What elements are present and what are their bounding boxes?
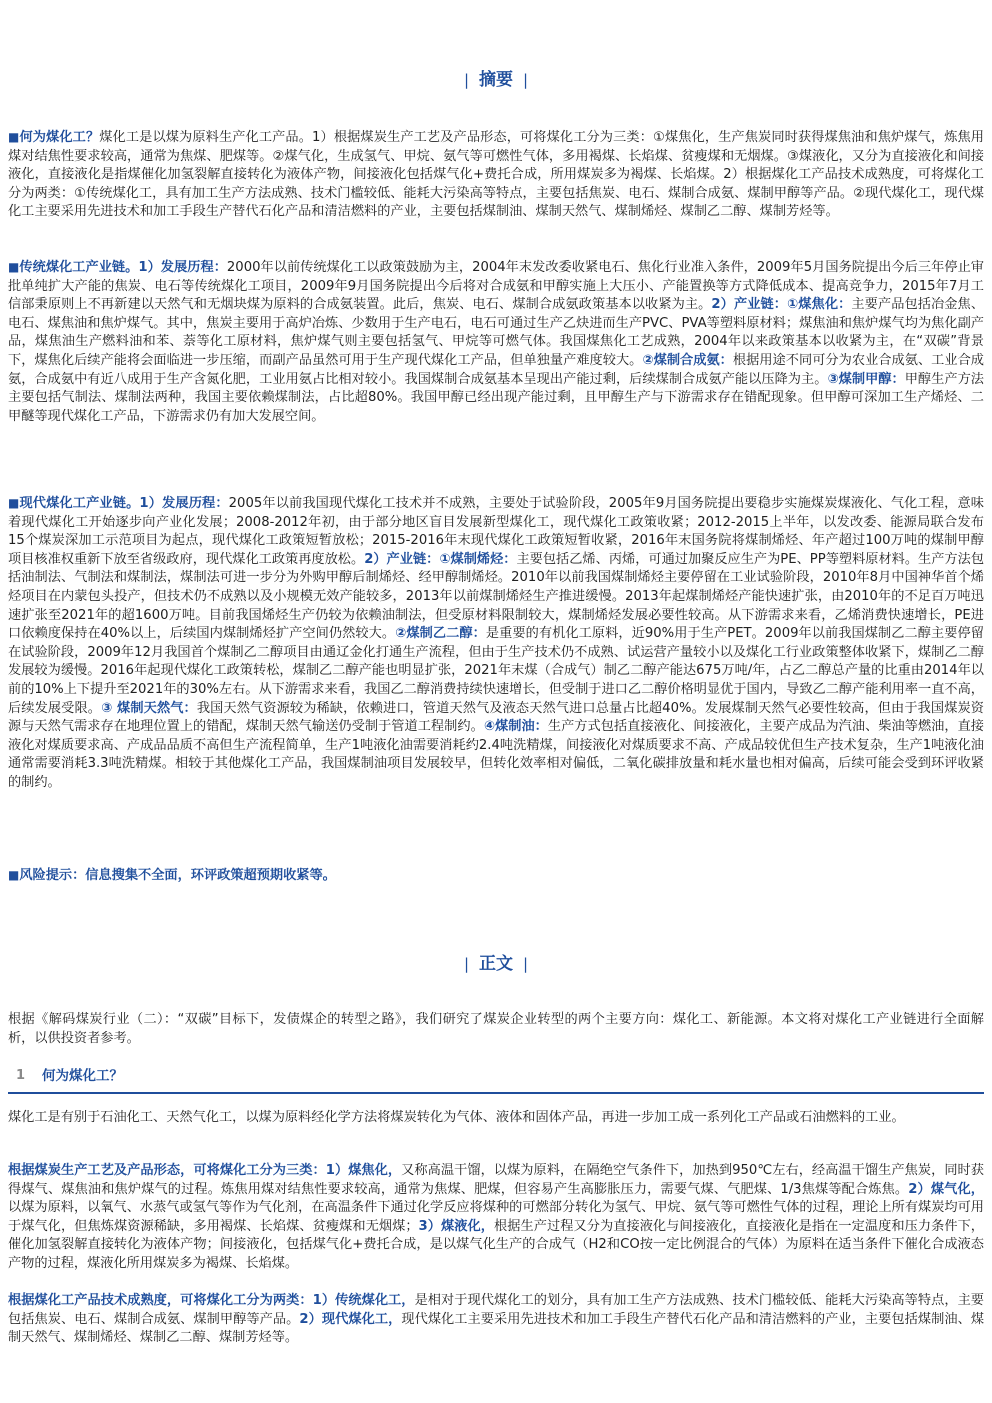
inline-heading: ④煤制油： <box>483 719 548 735</box>
body-title: 正文 <box>479 954 513 974</box>
heading-bar-left: | <box>463 71 469 89</box>
summary-heading <box>8 69 984 91</box>
square-bullet-icon: ■ <box>8 130 20 144</box>
chapter-heading <box>8 1066 984 1094</box>
paragraph-text: 又称高温干馏，以煤为原料，在隔绝空气条件下，加热到950℃左右，经高温干馏生产焦炭，同时获得煤气、煤焦油和焦炉煤气的过程。炼焦用煤对结焦性要求较高，通常为焦煤、肥煤，但容易产生高膨胀压力，需要气煤、气肥煤、1/3焦煤等配合炼焦。 <box>8 1163 984 1197</box>
paragraph-text: 2000年以前传统煤化工以政策鼓励为主，2004年末发改委收紧电石、焦化行业准入条件，2009年5月国务院提出今后三年停止审批单纯扩大产能的焦炭、电石等传统煤化工项目，2009年9月国务院提出今后将对合成氨和甲醇实施上大压小、产能置换等方式降低成本、提高竞争力，2015年7月工信部秉原则上不再新建以天然气和无烟块煤为原料的合成氨装置。此后，焦炭、电石、煤制合成氨政策基本以收紧为主。 <box>8 260 984 313</box>
body-heading <box>8 953 984 975</box>
inline-heading: ②煤制合成氨： <box>642 352 733 368</box>
square-bullet-icon: ■ <box>8 260 20 274</box>
paragraph-text: 是重要的有机化工原料，近90%用于生产PET。2009年以前我国煤制乙二醇主要停留在试验阶段，2009年12月我国首个煤制乙二醇项目由通辽金化打通生产流程，但由于生产技术仍不成熟、试运营产量较小以及煤化工行业政策整体收紧下，煤制乙二醇发展较为缓慢。2016年起现代煤化工政策转松，煤制乙二醇产能也明显扩张，2021年末煤（合成气）制乙二醇产能达675万吨/年，占乙二醇总产量的比重由2014年以前的10%上下提升至2021年的30%左右。从下游需求来看，我国乙二醇消费持续快速增长，但受制于进口乙二醇价格明显优于国内，导致乙二醇产能利用率一直不高，后续发展受限。 <box>8 626 984 716</box>
paragraph-text: 根据生产过程又分为直接液化与间接液化，直接液化是指在一定温度和压力条件下，催化加氢裂解直接转化为液体产物；间接液化，包括煤气化+费托合成，是以煤气化生产的合成气（H2和CO按一定比例混合的气体）为原料在适当条件下催化合成液态产物的过程，煤液化所用煤炭多为褐煤、长焰煤。 <box>8 1218 984 1271</box>
paragraph-text: 主要包括乙烯、丙烯，可通过加聚反应生产为PE、PP等塑料原材料。生产方法包括油制法、气制法和煤制法，煤制法可进一步分为外购甲醇后制烯烃、经甲醇制烯烃。2010年以前我国煤制烯烃主要停留在工业试验阶段，2010年8月中国神华首个烯烃项目在内蒙包头投产，但技术仍不成熟以及小规模无效产能较多，2013年以前煤制烯烃生产推进缓慢。2013年起煤制烯烃产能快速扩张，由2010年的不足百万吨迅速扩张至2021年的超1600万吨。目前我国烯烃生产仍较为依赖油制法，但受原材料限制较大，煤制烯烃发展必要性较高。从下游需求来看，乙烯消费快速增长，PE进口依赖度保持在40%以上，后续国内煤制烯烃扩产空间仍然较大。 <box>8 551 985 642</box>
risk-warning <box>8 866 984 886</box>
report-page <box>8 0 984 1403</box>
paragraph-text: 煤化工是以煤为原料生产化工产品。1）根据煤炭生产工艺及产品形态，可将煤化工分为三类：①煤焦化，生产焦炭同时获得煤焦油和焦炉煤气，炼焦用煤对结焦性要求较高，通常为焦煤、肥煤等。②煤气化，生成氢气、甲烷、氨气等可燃性气体，多用褐煤、长焰煤、贫瘦煤和无烟煤。③煤液化，又分为直接液化和间接液化，直接液化是指煤催化加氢裂解直接转化为液体产物，间接液化包括煤气化+费托合成，所用煤炭多为褐煤、长焰煤。2）根据煤化工产品技术成熟度，可将煤化工分为两类：①传统煤化工，具有加工生产方法成熟、技术门槛较低、能耗大污染高等特点，主要包括焦炭、电石、煤制合成氨、煤制甲醇等产品。②现代煤化工，现代煤化工主要采用先进技术和加工手段生产替代石化产品和清洁燃料的产业，主要包括煤制油、煤制天然气、煤制烯烃、煤制乙二醇、煤制芳烃等。 <box>8 130 984 220</box>
body-intro: 根据《解码煤炭行业（二）：“双碳”目标下，发债煤企的转型之路》，我们研究了煤炭企业转型的两个主要方向：煤化工、新能源。本文将对煤化工产业链进行全面解析，以供投资者参考。 <box>8 1012 984 1046</box>
chapter-title: 何为煤化工？ <box>42 1068 123 1084</box>
paragraph-text: 是相对于现代煤化工的划分，具有加工生产方法成熟、技术门槛较低、能耗大污染高等特点，主要包括焦炭、电石、煤制合成氨、煤制甲醇等产品。 <box>8 1293 984 1327</box>
paragraph-text: 以煤为原料，以氧气、水蒸气或氢气等作为气化剂，在高温条件下通过化学反应将煤种的可燃部分转化为氢气、甲烷、氨气等可燃性气体的过程，理论上所有煤炭均可用于煤气化，但焦炼煤资源稀缺，多用褐煤、长焰煤、贫瘦煤和无烟煤； <box>8 1200 984 1234</box>
summary-paragraph-modern <box>8 494 984 793</box>
paragraph-lead: 何为煤化工？ <box>19 130 100 145</box>
paragraph-text: 主要产品包括冶金焦、电石、煤焦油和焦炉煤气。其中，焦炭主要用于高炉冶炼、少数用于生产电石，电石可通过生产乙炔进而生产PVC、PVA等塑料原材料；煤焦油和焦炉煤气均为焦化副产品，煤焦油生产燃料油和苯、萘等化工原材料，焦炉煤气则主要包括氢气、甲烷等可燃气体。我国煤焦化工艺成熟，2004年以来政策基本以收紧为主，在“双碳”背景下，煤焦化后续产能将会面临进一步压缩，而副产品虽然可用于生产现代煤化工产品，但单独量产难度较大。 <box>8 297 985 368</box>
paragraph-text: 我国天然气资源较为稀缺，依赖进口，管道天然气及液态天然气进口总量占比超40%。发展煤制天然气必要性较高，但由于我国煤炭资源与天然气需求存在地理位置上的错配，煤制天然气输送仍受制于管道工程制约。 <box>8 700 984 735</box>
paragraph-lead: 根据煤化工产品技术成熟度，可将煤化工分为两类：1）传统煤化工， <box>8 1293 415 1308</box>
heading-bar-right: | <box>523 955 529 973</box>
heading-bar-right: | <box>523 71 529 89</box>
paragraph-text: 2005年以前我国现代煤化工技术并不成熟，主要处于试验阶段，2005年9月国务院提出要稳步实施煤炭煤液化、气化工程，意味着现代煤化工开始逐步向产业化发展；2008-2012年初，由于部分地区盲目发展新型煤化工，现代煤化工政策收紧；2012-2015上半年，以发改委、能源局联合发布15个煤炭深加工示范项目为起点，现代煤化工政策短暂放松；2015-2016年末现代煤化工政策短暂收紧，2016年末国务院将煤制烯烃、年产超过100万吨的煤制甲醇项目核准权重新下放至省级政府，现代煤化工政策再度放松。 <box>8 496 984 567</box>
summary-title: 摘要 <box>479 70 513 90</box>
body-paragraph-two-types <box>8 1292 984 1348</box>
inline-heading: 2）现代煤化工， <box>299 1311 402 1327</box>
summary-paragraph-what-is <box>8 128 984 222</box>
body-paragraph-three-types <box>8 1162 984 1274</box>
paragraph-text: 甲醇生产方法主要包括气制法、煤制法两种，我国主要依赖煤制法，占比超80%。我国甲醇已经出现产能过剩，且甲醇生产与下游需求存在错配现象。但甲醇可深加工生产烯烃、二甲醚等现代煤化工产品，下游需求仍有加大发展空间。 <box>8 371 984 424</box>
inline-heading: 3）煤液化， <box>418 1218 494 1234</box>
inline-heading: 2）煤气化， <box>908 1181 984 1197</box>
inline-heading: 2）产业链：①煤制烯烃： <box>364 551 517 567</box>
inline-heading: ③ 煤制天然气： <box>101 700 197 716</box>
paragraph-lead: 传统煤化工产业链。1）发展历程： <box>19 260 227 275</box>
risk-text: 风险提示：信息搜集不全面，环评政策超预期收紧等。 <box>19 868 336 883</box>
paragraph-lead: 现代煤化工产业链。1）发展历程： <box>19 496 229 511</box>
paragraph-text: 现代煤化工主要采用先进技术和加工手段生产替代石化产品和清洁燃料的产业，主要包括煤制油、煤制天然气、煤制烯烃、煤制乙二醇、煤制芳烃等。 <box>8 1311 985 1346</box>
body-definition: 煤化工是有别于石油化工、天然气化工，以煤为原料经化学方法将煤炭转化为气体、液体和固体产品，再进一步加工成一系列化工产品或石油燃料的工业。 <box>8 1110 905 1125</box>
summary-paragraph-traditional <box>8 258 984 426</box>
paragraph-lead: 根据煤炭生产工艺及产品形态，可将煤化工分为三类：1）煤焦化， <box>8 1163 402 1178</box>
square-bullet-icon: ■ <box>8 496 20 510</box>
inline-heading: ③煤制甲醇： <box>827 371 905 387</box>
inline-heading: ②煤制乙二醇： <box>395 626 486 642</box>
inline-heading: 2）产业链：①煤焦化： <box>711 297 852 313</box>
heading-bar-left: | <box>463 955 469 973</box>
paragraph-text: 根据用途不同可分为农业合成氨、工业合成氨，合成氨中有近八成用于生产含氮化肥，工业用氨占比相对较小。我国煤制合成氨基本呈现出产能过剩，后续煤制合成氨产能以压降为主。 <box>8 352 984 387</box>
paragraph-text: 生产方式包括直接液化、间接液化，主要产成品为汽油、柴油等燃油，直接液化对煤质要求高、产成品品质不高但生产流程简单，生产1吨液化油需要消耗约2.4吨洗精煤，间接液化对煤质要求不高、产成品较优但生产技术复杂，生产1吨液化油通常需要消耗3.3吨洗精煤。相较于其他煤化工产品，我国煤制油项目发展较早，但转化效率相对偏低，二氧化碳排放量和耗水量也相对偏高，后续可能会受到环评收紧的制约。 <box>8 719 984 790</box>
square-bullet-icon: ■ <box>8 868 20 882</box>
chapter-number: 1 <box>16 1068 26 1083</box>
